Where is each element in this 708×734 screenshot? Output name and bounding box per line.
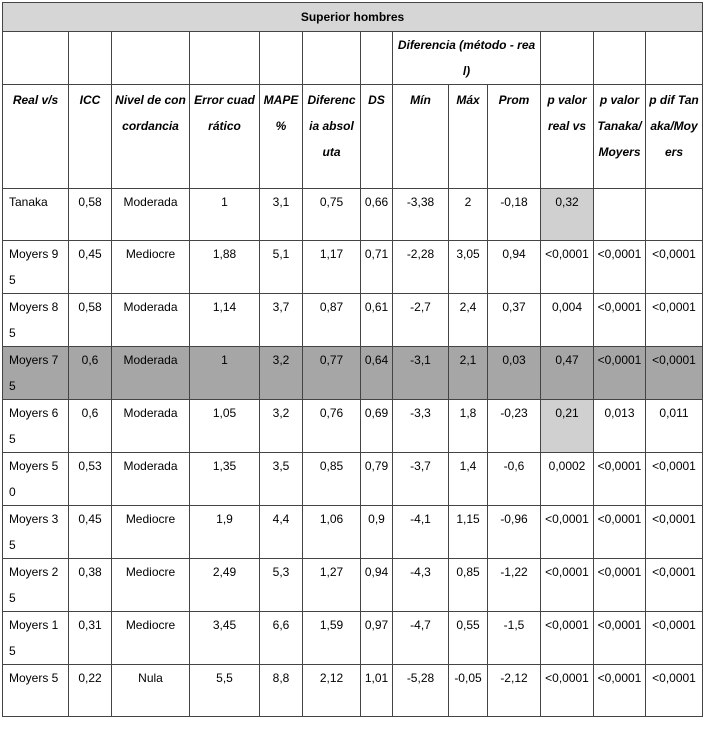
table-cell: 0,55: [449, 612, 488, 665]
column-header: Diferencia absoluta: [303, 85, 361, 189]
table-cell: <0,0001: [594, 241, 646, 294]
table-cell: 3,7: [260, 294, 303, 347]
table-cell: 0,64: [361, 347, 393, 400]
table-cell: 6,6: [260, 612, 303, 665]
table-row: [3, 294, 703, 347]
row-label: Tanaka: [3, 189, 69, 241]
row-label: Moyers 95: [3, 241, 69, 294]
table-cell: 0,47: [541, 347, 594, 400]
group-header-blank: [303, 32, 361, 85]
table-cell: Moderada: [112, 453, 190, 506]
group-header-blank: [646, 32, 703, 85]
table-cell: <0,0001: [594, 294, 646, 347]
table-cell: -3,1: [393, 347, 449, 400]
table-cell: 0,31: [69, 612, 112, 665]
table-row: [3, 400, 703, 453]
table-cell: 0,94: [361, 559, 393, 612]
table-cell: 4,4: [260, 506, 303, 559]
table-cell: -0,6: [488, 453, 541, 506]
table-cell: 0,61: [361, 294, 393, 347]
table-cell: <0,0001: [646, 347, 703, 400]
table-row: [3, 241, 703, 294]
table-cell: <0,0001: [594, 665, 646, 717]
table-cell: 1,17: [303, 241, 361, 294]
table-cell: -4,1: [393, 506, 449, 559]
group-header-blank: [594, 32, 646, 85]
table-cell: 1,88: [190, 241, 260, 294]
column-header: MAPE %: [260, 85, 303, 189]
table-cell: 0,03: [488, 347, 541, 400]
table-cell: 0,45: [69, 506, 112, 559]
row-label: Moyers 5: [3, 665, 69, 717]
table-cell: [594, 189, 646, 241]
table-cell: 2: [449, 189, 488, 241]
table-cell: Mediocre: [112, 559, 190, 612]
table-cell: 1: [190, 347, 260, 400]
table-cell: 0,37: [488, 294, 541, 347]
group-header-blank: [541, 32, 594, 85]
table-row: [3, 665, 703, 717]
table-cell: 1,05: [190, 400, 260, 453]
table-cell: 2,49: [190, 559, 260, 612]
group-header-blank: [190, 32, 260, 85]
table-cell: <0,0001: [541, 612, 594, 665]
table-cell: <0,0001: [541, 506, 594, 559]
table-cell: 0,58: [69, 189, 112, 241]
table-cell: 0,0002: [541, 453, 594, 506]
table-cell: 1,9: [190, 506, 260, 559]
table-body: [3, 189, 703, 717]
table-cell: 1,14: [190, 294, 260, 347]
table-row: [3, 189, 703, 241]
table-cell: <0,0001: [646, 241, 703, 294]
column-header: Error cuadrático: [190, 85, 260, 189]
table-cell: Moderada: [112, 400, 190, 453]
group-header-blank: [3, 32, 69, 85]
column-header: Mín: [393, 85, 449, 189]
table-cell: <0,0001: [646, 559, 703, 612]
table-cell: 0,6: [69, 347, 112, 400]
table-cell: 0,53: [69, 453, 112, 506]
table-cell: 0,97: [361, 612, 393, 665]
column-header: Máx: [449, 85, 488, 189]
table-cell: 0,71: [361, 241, 393, 294]
row-label: Moyers 85: [3, 294, 69, 347]
title-row: [3, 3, 703, 32]
table-cell: 5,3: [260, 559, 303, 612]
table-title: Superior hombres: [3, 3, 703, 32]
table-cell: <0,0001: [594, 559, 646, 612]
table-cell: Mediocre: [112, 612, 190, 665]
table-cell: -2,28: [393, 241, 449, 294]
table-cell: 5,5: [190, 665, 260, 717]
column-header: Prom: [488, 85, 541, 189]
table-cell: -3,7: [393, 453, 449, 506]
table-cell: <0,0001: [541, 665, 594, 717]
table-cell: <0,0001: [646, 453, 703, 506]
table-cell: -3,38: [393, 189, 449, 241]
column-header: DS: [361, 85, 393, 189]
table-cell: Mediocre: [112, 241, 190, 294]
group-header-blank: [260, 32, 303, 85]
table-cell: Nula: [112, 665, 190, 717]
table-cell: -5,28: [393, 665, 449, 717]
table-cell: 0,75: [303, 189, 361, 241]
table-cell: 1,59: [303, 612, 361, 665]
table-cell: 1,06: [303, 506, 361, 559]
table-row: [3, 453, 703, 506]
table-cell: 2,12: [303, 665, 361, 717]
group-header-blank: [112, 32, 190, 85]
column-header: Real v/s: [3, 85, 69, 189]
table-cell: -1,22: [488, 559, 541, 612]
table-cell: 0,9: [361, 506, 393, 559]
table-cell: -0,05: [449, 665, 488, 717]
table-cell: 1,4: [449, 453, 488, 506]
column-header: p valor Tanaka/Moyers: [594, 85, 646, 189]
table-row: [3, 347, 703, 400]
table-cell: 1: [190, 189, 260, 241]
table-cell: 1,8: [449, 400, 488, 453]
table-cell: 0,66: [361, 189, 393, 241]
table-cell: <0,0001: [541, 559, 594, 612]
table-cell: 5,1: [260, 241, 303, 294]
table-cell: 0,22: [69, 665, 112, 717]
column-header: ICC: [69, 85, 112, 189]
table-cell: 0,85: [449, 559, 488, 612]
table-cell: 0,94: [488, 241, 541, 294]
table-cell: <0,0001: [594, 453, 646, 506]
results-table: [2, 2, 703, 717]
table-cell: -1,5: [488, 612, 541, 665]
row-label: Moyers 50: [3, 453, 69, 506]
table-cell: 1,15: [449, 506, 488, 559]
table-cell: <0,0001: [646, 294, 703, 347]
table-cell: Moderada: [112, 347, 190, 400]
table-cell: Moderada: [112, 189, 190, 241]
table-cell: -0,23: [488, 400, 541, 453]
table-cell: 3,1: [260, 189, 303, 241]
table-cell: 0,69: [361, 400, 393, 453]
row-label: Moyers 65: [3, 400, 69, 453]
table-cell: -0,96: [488, 506, 541, 559]
group-header-row: [3, 32, 703, 85]
table-cell: 3,5: [260, 453, 303, 506]
table-cell: 3,45: [190, 612, 260, 665]
table-cell: 0,76: [303, 400, 361, 453]
column-header: p dif Tanaka/Moyers: [646, 85, 703, 189]
table-cell: <0,0001: [594, 506, 646, 559]
table-cell: Mediocre: [112, 506, 190, 559]
group-header-blank: [361, 32, 393, 85]
table-cell: <0,0001: [646, 506, 703, 559]
row-label: Moyers 75: [3, 347, 69, 400]
table-cell: Moderada: [112, 294, 190, 347]
table-row: [3, 559, 703, 612]
table-cell: -0,18: [488, 189, 541, 241]
table-cell: 0,004: [541, 294, 594, 347]
table-cell: 0,87: [303, 294, 361, 347]
table-cell: 0,011: [646, 400, 703, 453]
table-cell: 0,21: [541, 400, 594, 453]
table-cell: -2,12: [488, 665, 541, 717]
group-header-blank: [69, 32, 112, 85]
table-cell: 0,79: [361, 453, 393, 506]
table-cell: 0,58: [69, 294, 112, 347]
table-cell: 0,013: [594, 400, 646, 453]
table-cell: <0,0001: [646, 665, 703, 717]
table-cell: 0,45: [69, 241, 112, 294]
table-cell: -4,7: [393, 612, 449, 665]
table-cell: 1,27: [303, 559, 361, 612]
table-cell: <0,0001: [541, 241, 594, 294]
column-header: Nivel de concordancia: [112, 85, 190, 189]
table-cell: -3,3: [393, 400, 449, 453]
row-label: Moyers 25: [3, 559, 69, 612]
table-cell: 2,1: [449, 347, 488, 400]
table-cell: 0,77: [303, 347, 361, 400]
table-cell: -2,7: [393, 294, 449, 347]
table-cell: 0,85: [303, 453, 361, 506]
table-cell: <0,0001: [646, 612, 703, 665]
table-cell: 8,8: [260, 665, 303, 717]
table-row: [3, 506, 703, 559]
column-header: p valor real vs: [541, 85, 594, 189]
table-cell: 3,2: [260, 347, 303, 400]
table-cell: -4,3: [393, 559, 449, 612]
column-header-row: [3, 85, 703, 189]
table-cell: 3,2: [260, 400, 303, 453]
table-cell: 0,6: [69, 400, 112, 453]
table-cell: 0,32: [541, 189, 594, 241]
table-cell: 1,35: [190, 453, 260, 506]
table-cell: 1,01: [361, 665, 393, 717]
table-cell: 3,05: [449, 241, 488, 294]
row-label: Moyers 15: [3, 612, 69, 665]
row-label: Moyers 35: [3, 506, 69, 559]
table-cell: [646, 189, 703, 241]
diferencia-group-header: Diferencia (método - real): [393, 32, 541, 85]
table-cell: <0,0001: [594, 612, 646, 665]
table-cell: 2,4: [449, 294, 488, 347]
table-cell: 0,38: [69, 559, 112, 612]
table-cell: <0,0001: [594, 347, 646, 400]
table-row: [3, 612, 703, 665]
